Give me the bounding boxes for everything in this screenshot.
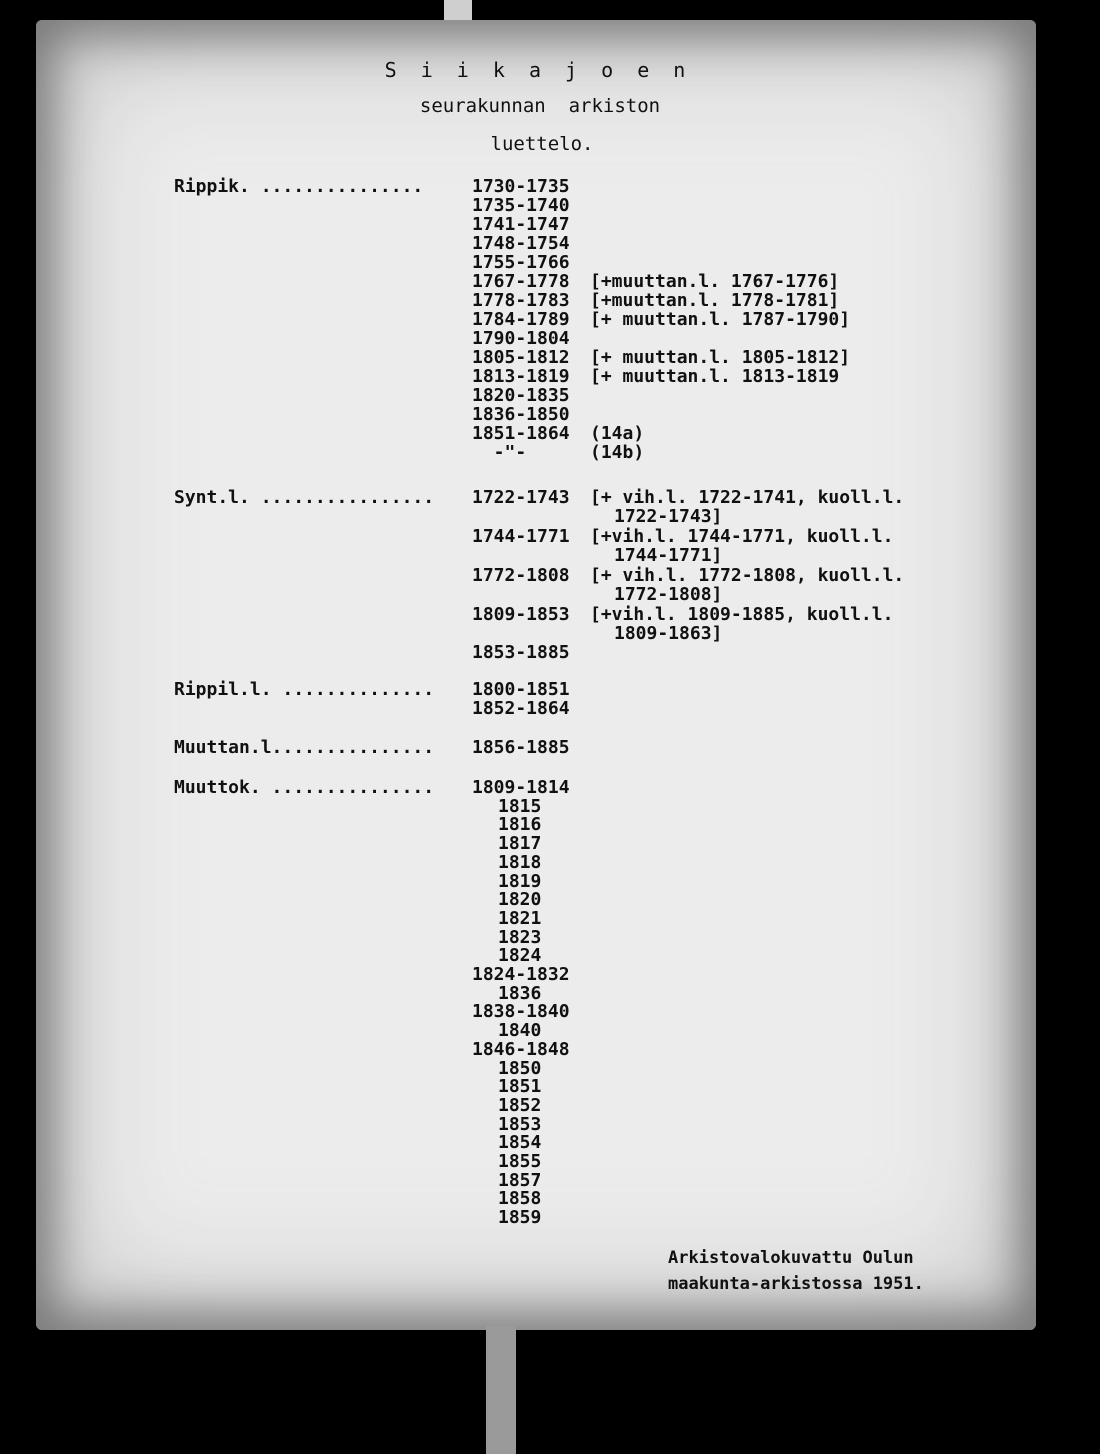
year-range: 1856-1885 [472,737,570,758]
section-label-muuttok: Muuttok. ............... [174,777,435,798]
page-title: S i i k a j o e n [384,58,692,82]
year-note: (14b) [590,442,645,463]
year-range: 1858 [498,1188,542,1210]
year-range: 1748-1754 [472,233,570,254]
year-range: 1852 [498,1094,542,1116]
year-range: 1819 [498,870,542,892]
year-range: 1809-1853 [472,604,570,625]
year-range: 1824 [498,945,542,967]
year-note: (14a) [590,423,645,444]
section-label-synt: Synt.l. ................ [174,487,435,508]
footer-line-1: Arkistovalokuvattu Oulun [668,1248,914,1268]
year-range: 1836-1850 [472,404,570,425]
year-range: 1818 [498,851,542,873]
year-range: 1853 [498,1113,542,1135]
year-range: 1820-1835 [472,385,570,406]
year-range: 1805-1812 [472,347,570,368]
year-range: 1755-1766 [472,252,570,273]
year-range: 1840 [498,1020,542,1042]
film-strip-top [444,0,472,22]
page-subtitle-2: luettelo. [490,133,594,155]
year-range: 1821 [498,907,542,929]
year-range: 1853-1885 [472,642,570,663]
year-range: 1772-1808 [472,565,570,586]
year-range: 1852-1864 [472,698,570,719]
year-range: 1813-1819 [472,366,570,387]
year-range: 1838-1840 [472,1001,570,1023]
year-range: 1823 [498,926,542,948]
year-range: 1836 [498,982,542,1004]
year-range: 1817 [498,833,542,855]
year-note: [+muuttan.l. 1767-1776] [590,271,840,292]
section-label-rippik: Rippik. ............... [174,176,424,197]
year-range: 1735-1740 [472,195,570,216]
year-note: [+muuttan.l. 1778-1781] [590,290,840,311]
year-range: 1854 [498,1132,542,1154]
year-range: 1816 [498,814,542,836]
year-note: [+ muuttan.l. 1813-1819 [590,366,840,387]
year-range: 1855 [498,1151,542,1172]
section-label-rippil: Rippil.l. .............. [174,679,435,700]
year-range: 1824-1832 [472,964,570,985]
film-strip-bottom [486,1326,516,1454]
page-subtitle: seurakunnan arkiston [419,95,661,117]
year-note: [+vih.l. 1809-1885, kuoll.l. [590,604,894,625]
year-range: 1741-1747 [472,214,570,235]
year-note-continuation: 1809-1863] [614,623,723,644]
year-range: 1767-1778 [472,271,570,292]
year-range: 1730-1735 [472,176,570,197]
year-note: [+ muuttan.l. 1787-1790] [590,309,851,330]
year-note: [+ vih.l. 1772-1808, kuoll.l. [590,565,905,586]
year-note: [+ vih.l. 1722-1741, kuoll.l. [590,487,905,508]
year-note-continuation: 1722-1743] [614,506,723,527]
year-range: 1784-1789 [472,309,570,330]
year-note: [+ muuttan.l. 1805-1812] [590,347,851,368]
year-range: 1859 [498,1207,542,1229]
year-range: 1815 [498,795,542,817]
year-range: 1744-1771 [472,526,570,547]
year-range: 1851 [498,1076,542,1098]
year-note-continuation: 1772-1808] [614,584,723,605]
year-range: 1722-1743 [472,487,570,508]
year-note-continuation: 1744-1771] [614,545,723,566]
year-range: 1800-1851 [472,679,570,700]
footer-line-2: maakunta-arkistossa 1951. [668,1274,924,1294]
year-range: 1850 [498,1057,542,1079]
year-range: 1851-1864 [472,423,570,444]
year-range: 1820 [498,889,542,911]
section-label-muuttan: Muuttan.l............... [174,737,435,758]
year-range: -"- [472,442,527,463]
year-range: 1790-1804 [472,328,570,349]
year-range: 1857 [498,1169,542,1191]
year-note: [+vih.l. 1744-1771, kuoll.l. [590,526,894,547]
year-range: 1846-1848 [472,1038,570,1060]
year-range: 1778-1783 [472,290,570,311]
year-range: 1809-1814 [472,777,570,798]
